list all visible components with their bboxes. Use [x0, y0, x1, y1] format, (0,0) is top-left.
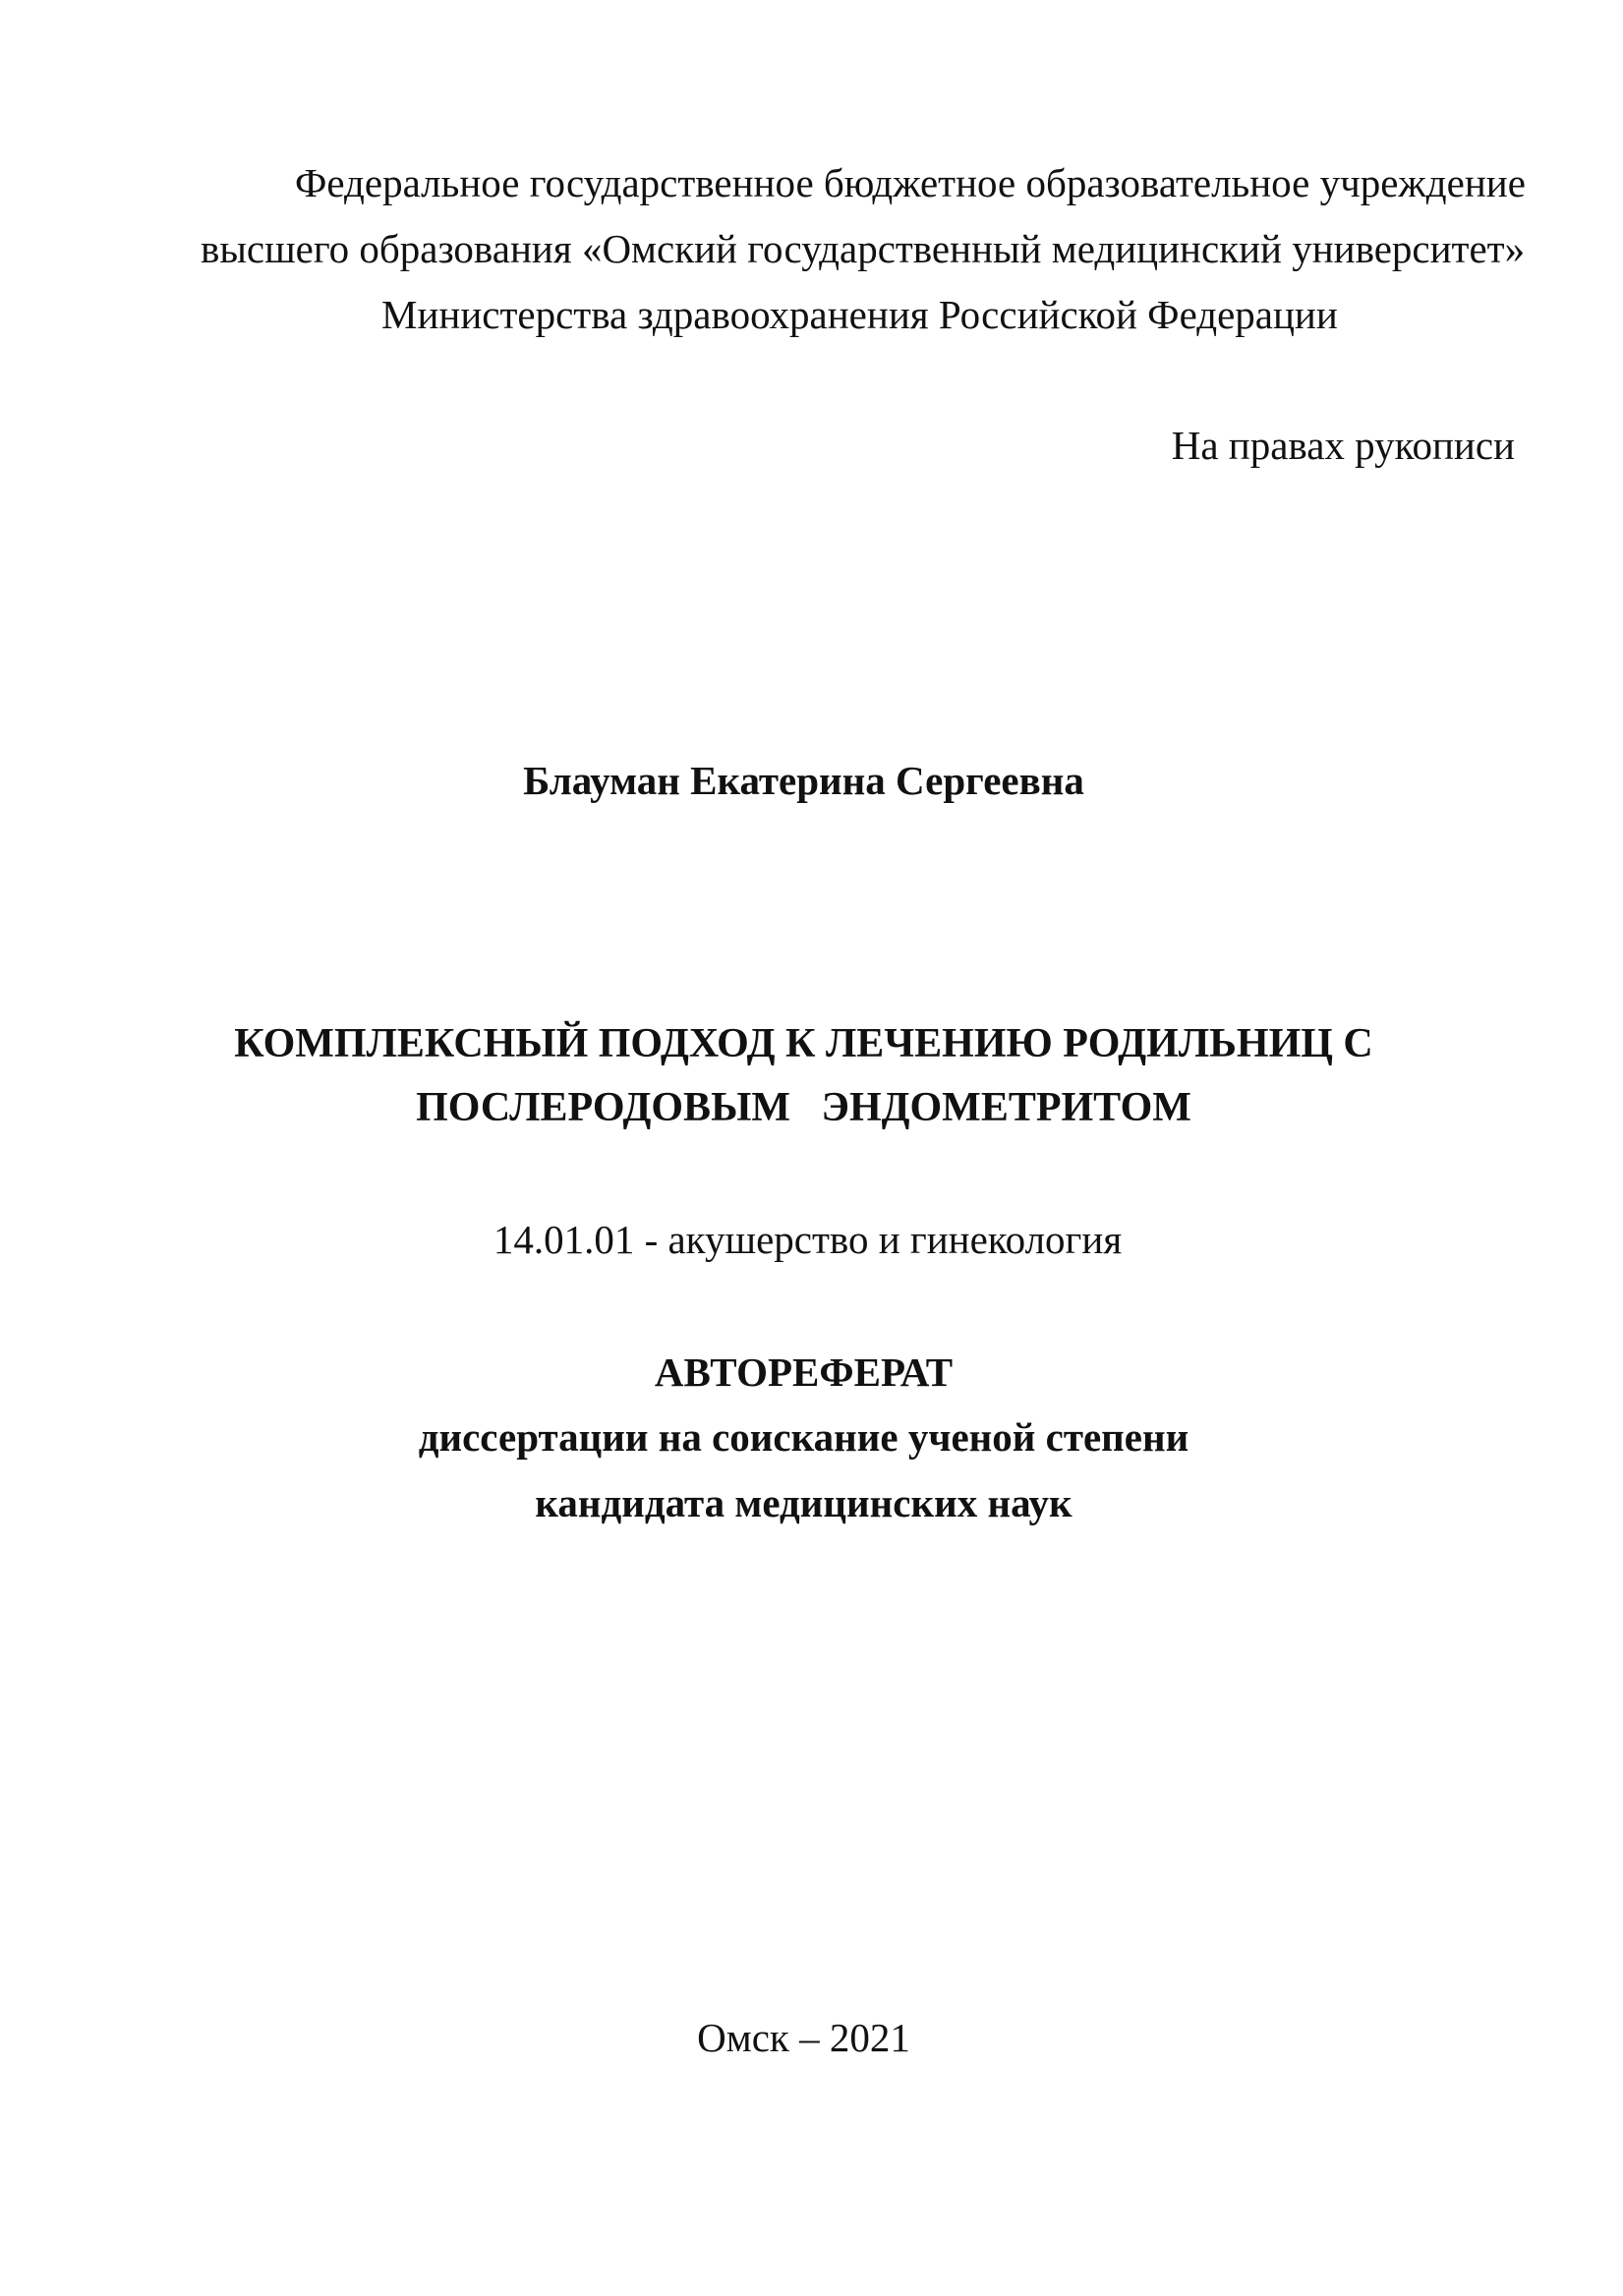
rights-note: На правах рукописи — [1171, 423, 1515, 468]
institution-line-2: высшего образования «Омский государственный медицинский университет» — [201, 226, 1526, 271]
dissertation-title-line-2: ПОСЛЕРОДОВЫМ ЭНДОМЕТРИТОМ — [416, 1085, 1191, 1130]
city-year: Омск – 2021 — [697, 2015, 910, 2060]
specialty-code: 14.01.01 - акушерство и гинекология — [493, 1217, 1123, 1262]
institution-line-1: Федеральное государственное бюджетное образовательное учреждение — [295, 160, 1526, 205]
institution-line-3: Министерства здравоохранения Российской Федерации — [381, 292, 1338, 337]
abstract-heading: АВТОРЕФЕРАТ — [654, 1349, 954, 1395]
abstract-line-2: кандидата медицинских наук — [535, 1480, 1072, 1525]
author-name: Блауман Екатерина Сергеевна — [523, 758, 1084, 803]
dissertation-title-line-1: КОМПЛЕКСНЫЙ ПОДХОД К ЛЕЧЕНИЮ РОДИЛЬНИЦ С — [234, 1021, 1373, 1066]
abstract-line-1: диссертации на соискание ученой степени — [418, 1414, 1189, 1460]
